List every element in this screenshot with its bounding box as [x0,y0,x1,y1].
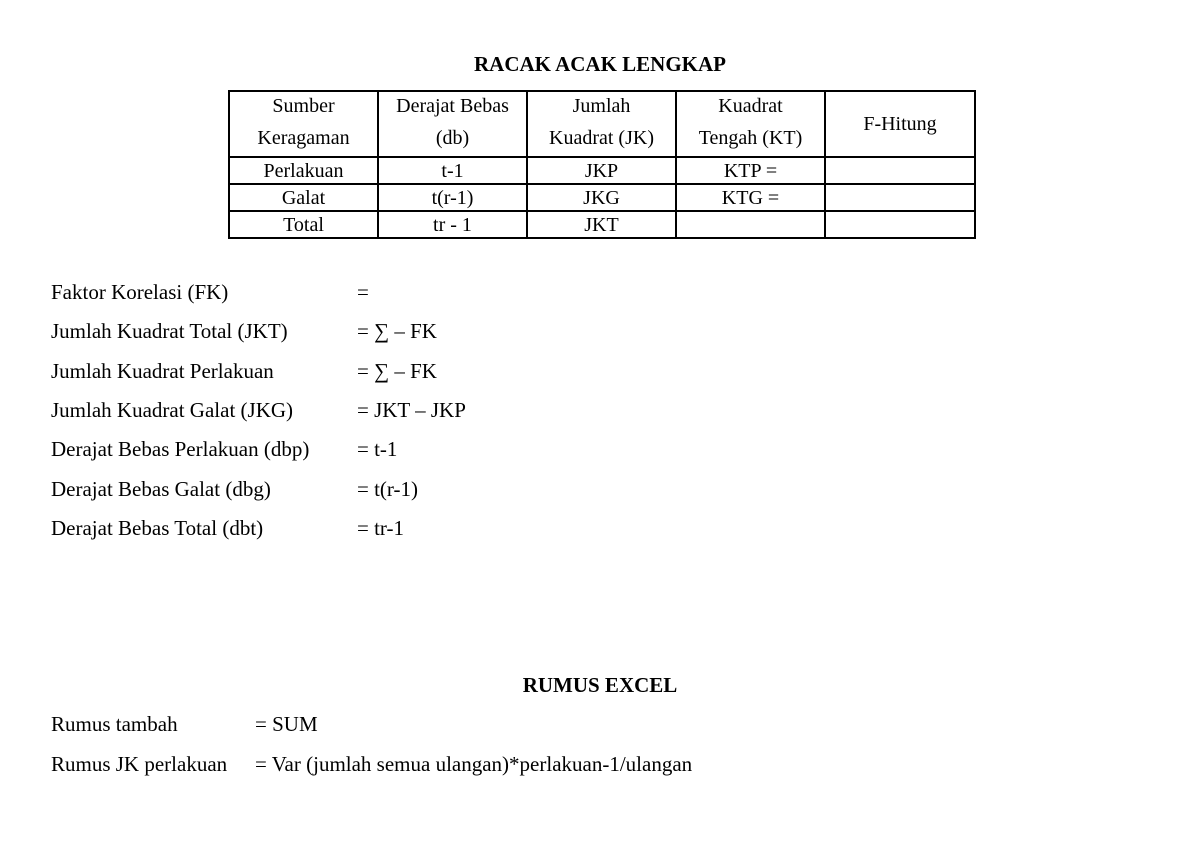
formula-jkt [51,319,751,349]
formula-dbg [51,477,751,507]
formula-value: = t(r-1) [357,477,418,501]
header-line: Sumber [272,95,335,117]
table-cell: JKG [527,184,676,211]
formula-value: = ∑ – FK [357,319,437,343]
header-derajat-bebas [378,91,527,157]
formula-value: = JKT – JKP [357,398,466,422]
header-line: Jumlah [572,95,631,117]
formula-label: Derajat Bebas Galat (dbg) [51,477,271,501]
formula-label: Derajat Bebas Total (dbt) [51,516,264,540]
header-line: Kuadrat [718,95,783,117]
excel-value: = SUM [255,712,318,736]
formula-label: Faktor Korelasi (FK) [51,280,229,304]
formula-label: Derajat Bebas Perlakuan (dbp) [51,437,310,461]
table-cell: Perlakuan [229,157,378,184]
page-title: RACAK ACAK LENGKAP [473,52,726,76]
formula-dbt [51,516,751,546]
table-cell [825,157,975,184]
formula-dbp [51,437,751,467]
formula-value: = [357,280,369,304]
header-jumlah-kuadrat [527,91,676,157]
table-cell: tr - 1 [378,211,527,238]
table-row [229,184,975,211]
table-cell [825,184,975,211]
excel-label: Rumus JK perlakuan [51,752,228,776]
table-header-row [229,91,975,157]
header-line: Derajat Bebas [396,95,509,117]
header-line: Tengah (KT) [698,127,803,149]
formula-label: Jumlah Kuadrat Perlakuan [51,359,274,383]
table-cell: Total [229,211,378,238]
header-sumber-keragaman [229,91,378,157]
formula-jkg [51,398,751,428]
formula-label: Jumlah Kuadrat Galat (JKG) [51,398,294,422]
table-cell: JKT [527,211,676,238]
excel-label: Rumus tambah [51,712,178,736]
header-kuadrat-tengah [676,91,825,157]
excel-rumus-jk-perlakuan [51,752,951,782]
excel-value: = Var (jumlah semua ulangan)*perlakuan-1/ulangan [255,752,693,776]
table-cell [825,211,975,238]
table-cell [676,211,825,238]
header-line: (db) [435,127,470,149]
section-title-excel: RUMUS EXCEL [522,673,678,697]
formula-value: = ∑ – FK [357,359,437,383]
table-cell: Galat [229,184,378,211]
formula-value: = t-1 [357,437,398,461]
table-cell: JKP [527,157,676,184]
header-f-hitung: F-Hitung [825,91,975,157]
table-row [229,157,975,184]
formula-value: = tr-1 [357,516,404,540]
header-line: Kuadrat (JK) [549,127,654,149]
formula-jk-perlakuan [51,359,751,389]
table-cell: KTP = [676,157,825,184]
table-cell: t-1 [378,157,527,184]
header-line: Keragaman [257,127,350,149]
table-cell: KTG = [676,184,825,211]
table-row [229,211,975,238]
anova-table [228,90,976,239]
formula-faktor-korelasi [51,280,751,310]
table-cell: t(r-1) [378,184,527,211]
excel-rumus-tambah [51,712,951,742]
formula-label: Jumlah Kuadrat Total (JKT) [51,319,288,343]
